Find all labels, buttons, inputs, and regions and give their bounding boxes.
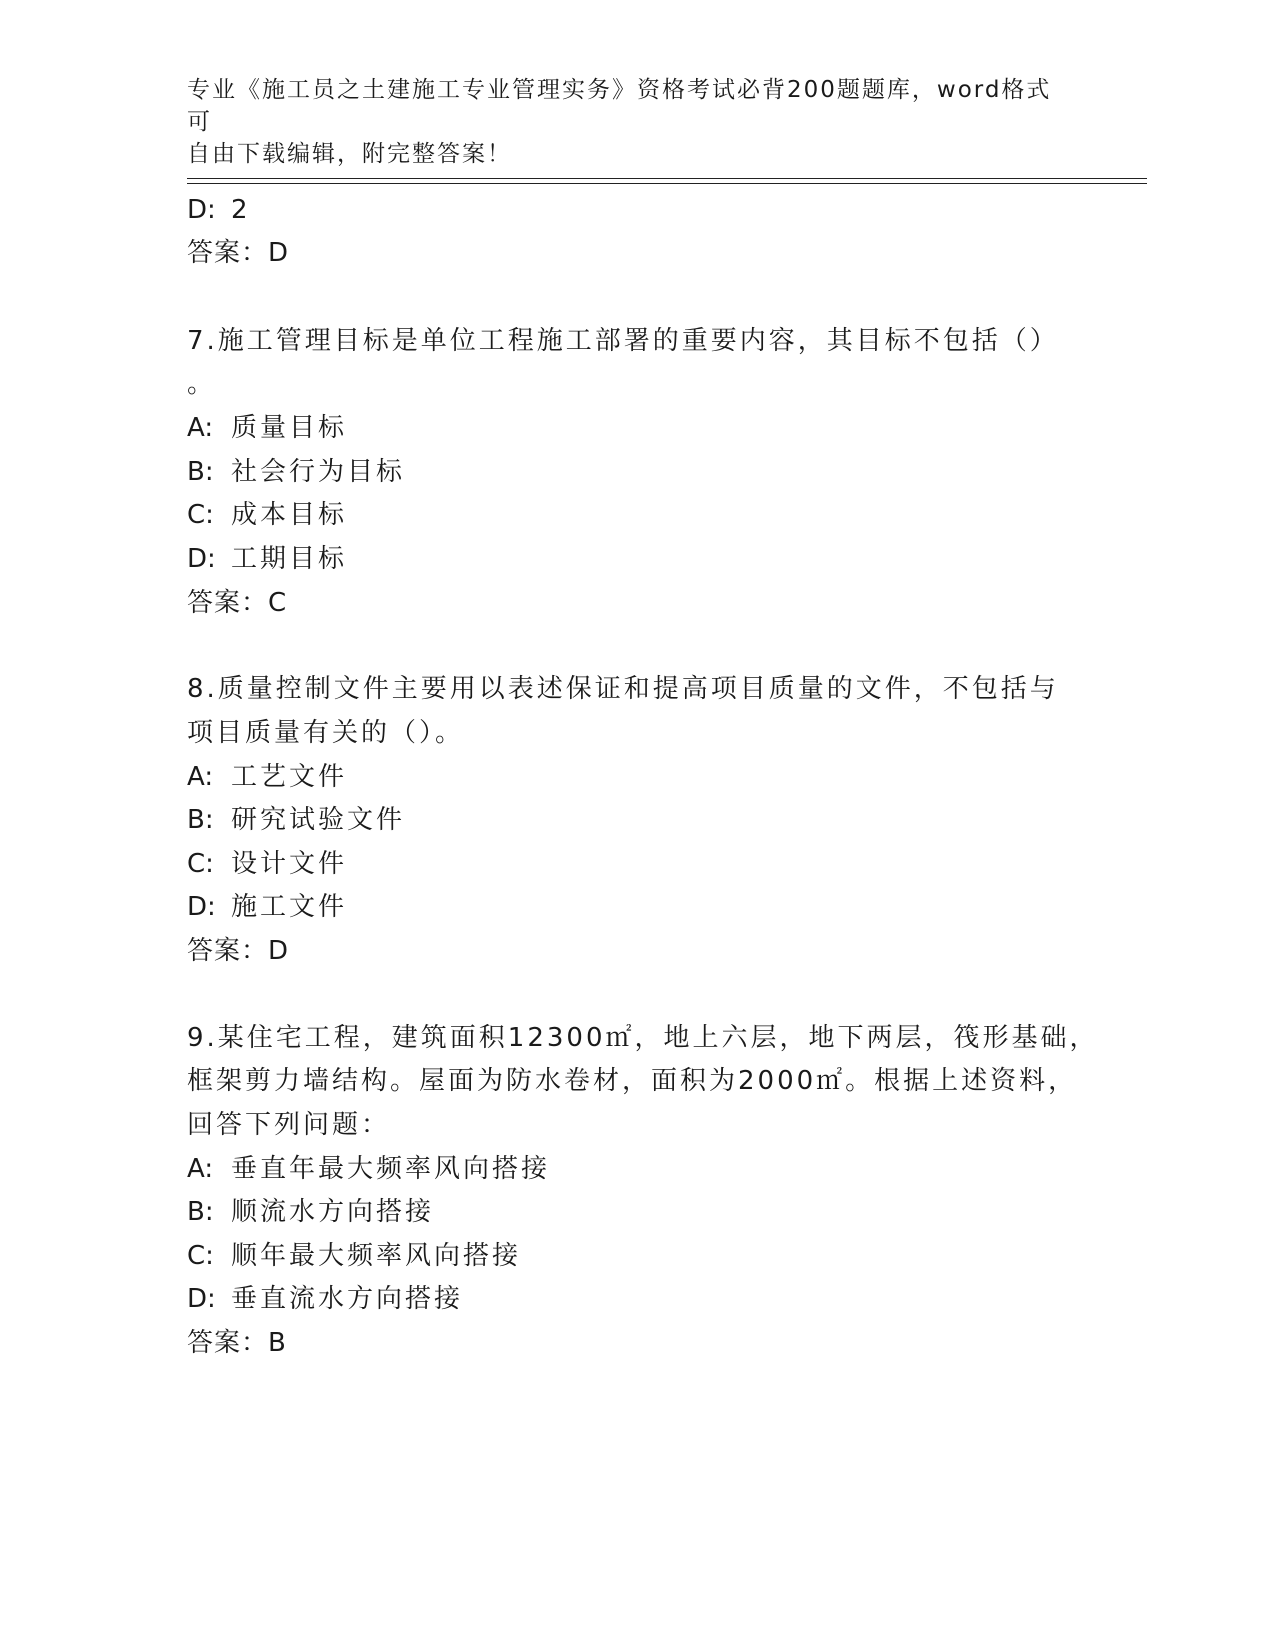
option-text: 工艺文件	[231, 762, 348, 792]
q8-option-b	[187, 803, 405, 837]
option-text: 成本目标	[231, 500, 348, 530]
q9-option-c	[187, 1239, 521, 1273]
option-text: 顺年最大频率风向搭接	[231, 1241, 522, 1271]
q9-answer: 答案：B	[187, 1328, 287, 1358]
q7-answer: 答案：C	[187, 588, 288, 618]
q8-stem-line-1: 8.质量控制文件主要用以表述保证和提高项目质量的文件，不包括与	[187, 674, 1059, 704]
option-text: 顺流水方向搭接	[231, 1197, 435, 1227]
option-text: 工期目标	[231, 544, 348, 574]
option-label: B:	[187, 457, 214, 487]
q7-option-b	[187, 455, 405, 489]
option-text: 垂直流水方向搭接	[231, 1284, 464, 1314]
option-label: C:	[187, 1241, 214, 1271]
header-line-1: 专业《施工员之土建施工专业管理实务》资格考试必背200题题库，word格式可	[187, 77, 1052, 135]
q9-option-b	[187, 1195, 434, 1229]
q7-option-a	[187, 411, 347, 445]
option-label: C:	[187, 500, 214, 530]
q7-stem-line-2: 。	[187, 369, 217, 399]
option-label: B:	[187, 805, 214, 835]
option-label: D:	[187, 195, 216, 225]
option-label: D:	[187, 892, 216, 922]
header-rule-bottom	[187, 183, 1147, 184]
header-line-2: 自由下载编辑，附完整答案！	[187, 141, 512, 167]
prev-option-d	[187, 193, 251, 227]
q7-stem-line-1: 7.施工管理目标是单位工程施工部署的重要内容，其目标不包括（）	[187, 326, 1059, 356]
q8-option-c	[187, 847, 347, 881]
header-rule-top	[187, 178, 1147, 179]
q9-option-a	[187, 1152, 550, 1186]
option-label: D:	[187, 1284, 216, 1314]
option-text: 研究试验文件	[231, 805, 406, 835]
option-text: 垂直年最大频率风向搭接	[231, 1154, 551, 1184]
option-text: 施工文件	[231, 892, 348, 922]
q9-stem-line-1: 9.某住宅工程，建筑面积12300㎡，地上六层，地下两层，筏形基础，	[187, 1023, 1099, 1053]
q8-option-d	[187, 890, 347, 924]
q8-option-a	[187, 760, 347, 794]
q9-stem-line-3: 回答下列问题：	[187, 1110, 391, 1140]
option-label: A:	[187, 413, 214, 443]
option-text: 质量目标	[231, 413, 348, 443]
option-text: 社会行为目标	[231, 457, 406, 487]
q9-option-d	[187, 1282, 463, 1316]
option-text: 设计文件	[231, 849, 348, 879]
q8-answer: 答案：D	[187, 936, 290, 966]
q8-stem-line-2: 项目质量有关的（）。	[187, 718, 465, 748]
prev-answer: 答案：D	[187, 238, 290, 268]
q7-option-d	[187, 542, 347, 576]
option-text: 2	[231, 195, 251, 225]
option-label: A:	[187, 1154, 214, 1184]
option-label: D:	[187, 544, 216, 574]
q7-option-c	[187, 498, 347, 532]
document-header	[187, 74, 1067, 170]
option-label: B:	[187, 1197, 214, 1227]
option-label: A:	[187, 762, 214, 792]
option-label: C:	[187, 849, 214, 879]
q9-stem-line-2: 框架剪力墙结构。屋面为防水卷材，面积为2000㎡。根据上述资料，	[187, 1066, 1078, 1096]
